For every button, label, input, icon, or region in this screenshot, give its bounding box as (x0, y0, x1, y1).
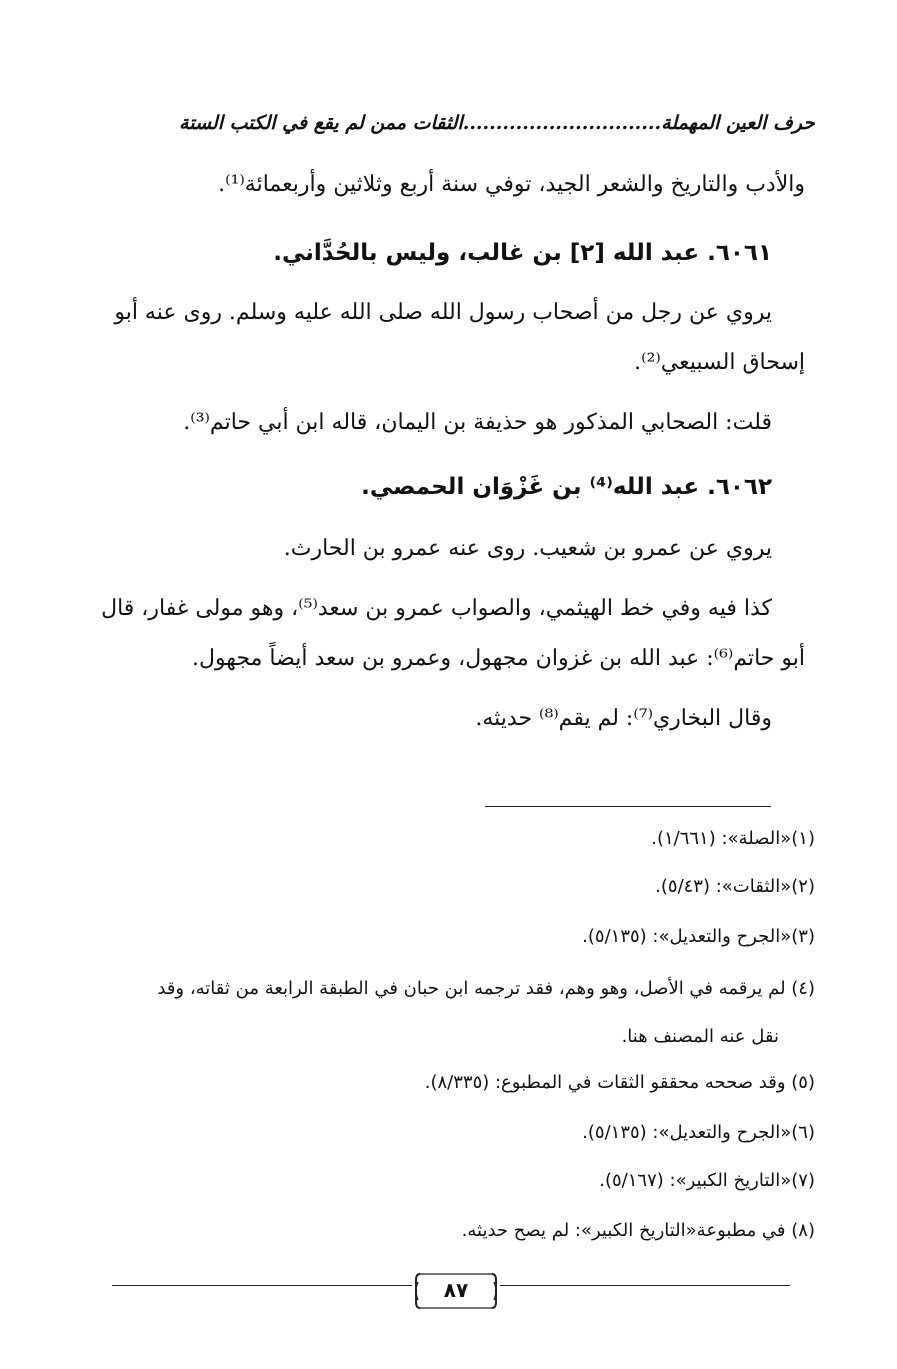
body-line: قلت: الصحابي المذكور هو حذيفة بن اليمان، قاله ابن أبي حاتم⁽³⁾. (183, 410, 772, 435)
footnote-8: (٨) في مطبوعة«التاريخ الكبير»: لم يصح حديثه. (461, 1220, 815, 1241)
body-line: كذا فيه وفي خط الهيثمي، والصواب عمرو بن سعد⁽⁵⁾، وهو مولى غفار، قال (101, 596, 772, 621)
body-line: والأدب والتاريخ والشعر الجيد، توفي سنة أربع وثلاثين وأربعمائة⁽¹⁾. (218, 172, 805, 197)
footnote-separator (485, 806, 771, 807)
body-line: وقال البخاري⁽⁷⁾: لم يقم⁽⁸⁾ حديثه. (475, 706, 772, 731)
body-line: إسحاق السبيعي⁽²⁾. (634, 350, 805, 375)
footnote-4: (٤) لم يرقمه في الأصل، وهو وهم، فقد ترجمه ابن حبان في الطبقة الرابعة من ثقاته، وقد (157, 978, 815, 999)
page-number-frame (414, 1270, 498, 1312)
footer-rule-right (500, 1285, 790, 1286)
page-number: ٨٧ (443, 1278, 469, 1302)
body-line: يروي عن عمرو بن شعيب. روى عنه عمرو بن الحارث. (283, 536, 772, 561)
footer-rule-left (112, 1285, 412, 1286)
footnote-6: (٦)«الجرح والتعديل»: (٥/١٣٥). (582, 1122, 815, 1143)
entry-heading-6061: ٦٠٦١. عبد الله [٢] بن غالب، وليس بالحُدَّاني. (273, 240, 772, 266)
footnote-7: (٧)«التاريخ الكبير»: (٥/١٦٧). (599, 1170, 815, 1191)
body-line: يروي عن رجل من أصحاب رسول الله صلى الله عليه وسلم. روى عنه أبو (114, 300, 772, 325)
footnote-2: (٢)«الثقات»: (٥/٤٣). (655, 876, 815, 897)
body-line: أبو حاتم⁽⁶⁾: عبد الله بن غزوان مجهول، وعمرو بن سعد أيضاً مجهول. (191, 646, 805, 671)
running-header: حرف العين المهملة..............................الثقات ممن لم يقع في الكتب الستة (179, 112, 815, 134)
footnote-3: (٣)«الجرح والتعديل»: (٥/١٣٥). (582, 926, 815, 947)
footnote-1: (١)«الصلة»: (١/٦٦١). (651, 828, 815, 849)
footnote-4-continued: نقل عنه المصنف هنا. (621, 1026, 779, 1047)
footnote-5: (٥) وقد صححه محققو الثقات في المطبوع: (٨/٣٣٥). (424, 1072, 815, 1093)
entry-heading-6062: ٦٠٦٢. عبد الله⁽⁴⁾ بن غَزْوَان الحمصي. (361, 474, 772, 500)
